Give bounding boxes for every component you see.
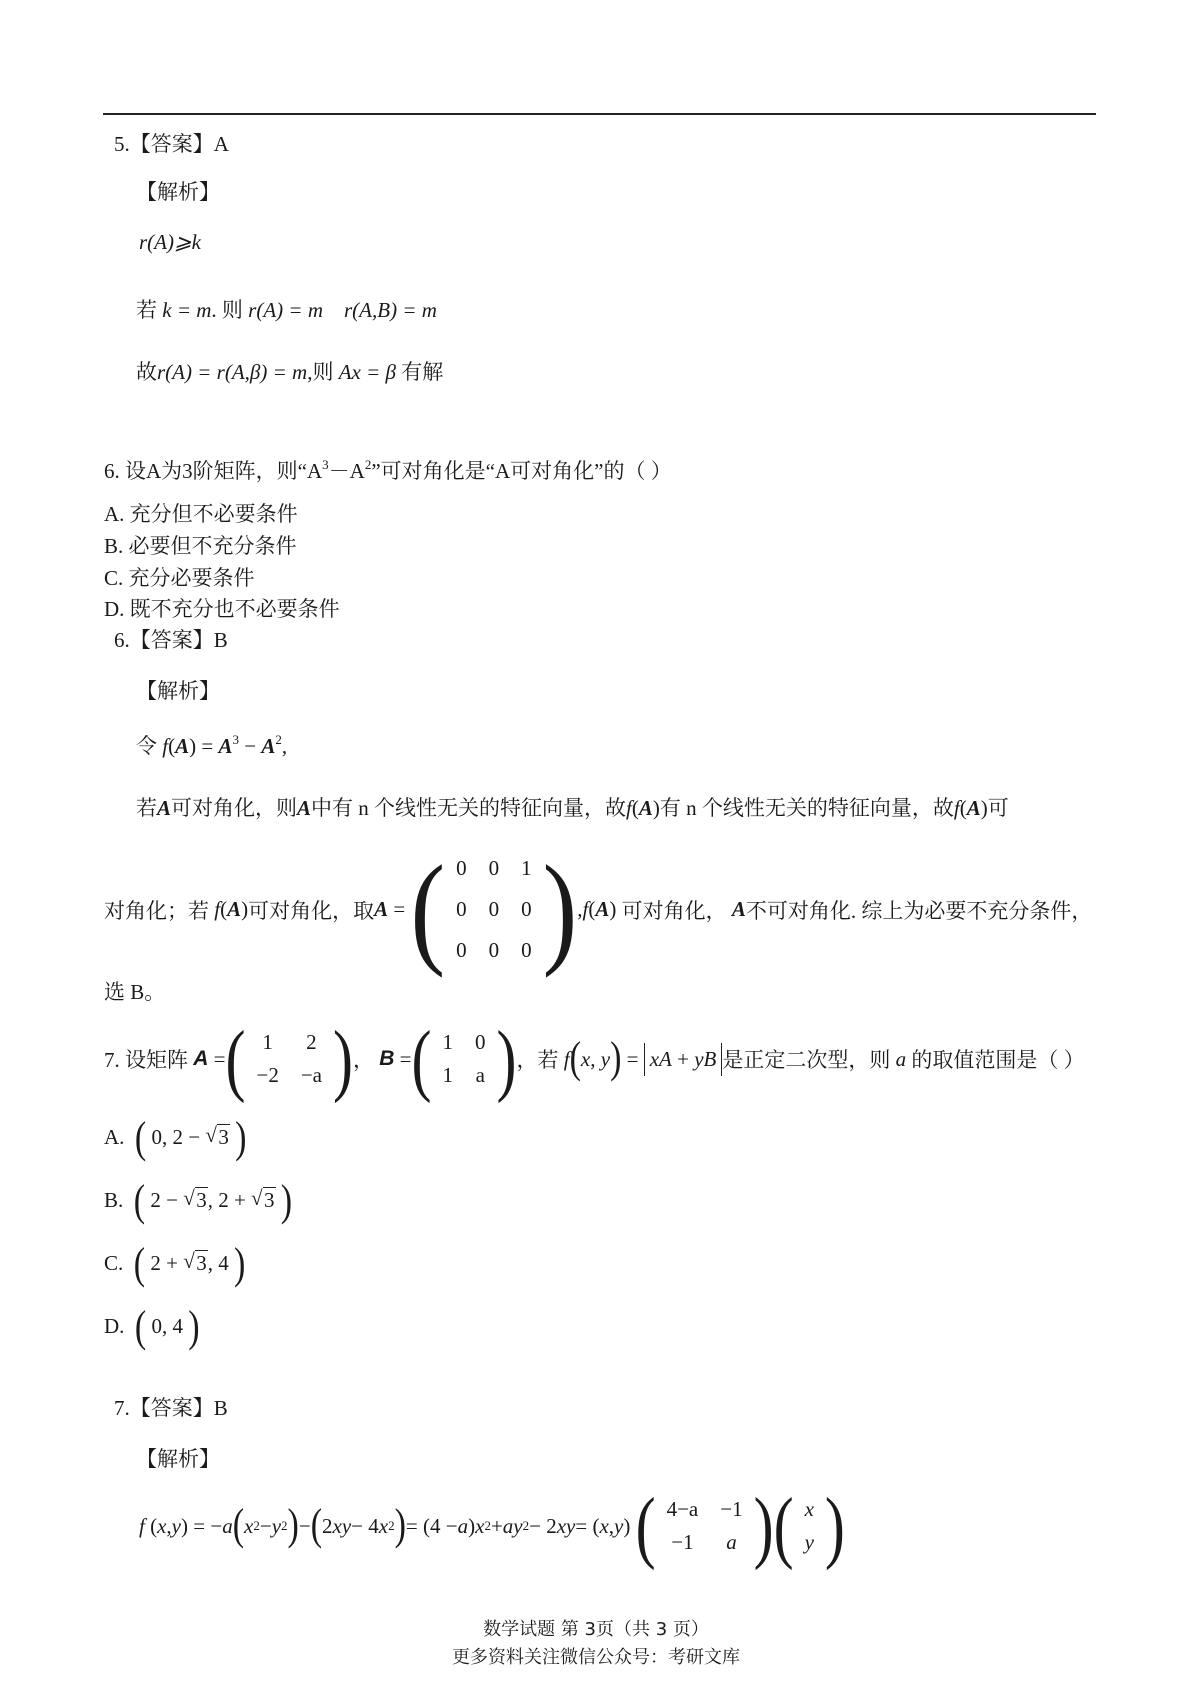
q6-para1: 若A可对角化，则A中有 n 个线性无关的特征向量，故f(A)有 n 个线性无关的特征向量，故f(A)可	[136, 796, 1009, 820]
matrix-b: ( 1 0 1 a )	[411, 1014, 517, 1104]
q6-analysis-label: 【解析】	[136, 679, 220, 703]
q5-answer-label: 5.【答案】A	[114, 132, 229, 156]
q7-answer-label: 7.【答案】B	[114, 1396, 228, 1420]
q7-formula: f ( x , y ) = − a ( x 2 − y 2 ) − ( 2 xy − 4 x 2 ) = (4 − a ) x 2 + ay 2 − 2 xy = ( x , y ) ( 4−a −1 −1 a ) ( x y )	[139, 1481, 845, 1571]
q6-option-d: D. 既不充分也不必要条件	[104, 597, 340, 621]
quadratic-matrix: ( 4−a −1 −1 a )	[635, 1481, 774, 1571]
q7-option-b: B. ( 2 − √ 3, 2 + √ 3 )	[104, 1183, 292, 1221]
q6-option-c: C. 充分必要条件	[104, 566, 255, 590]
q7-option-c: C. ( 2 + √ 3, 4 )	[104, 1246, 245, 1284]
header-rule	[103, 113, 1096, 115]
q6-option-b: B. 必要但不充分条件	[104, 534, 297, 558]
q6-para2: 对角化；若 f ( A ) 可对角化，取 A = ( 0 0 1 0 0 0 0 0 0 ) , f ( A ) 可对角化， A 不可对角化. 综上为必要不充分条件，	[104, 839, 1093, 978]
xy-vector: ( x y )	[773, 1481, 845, 1571]
q7-stem: 7. 设矩阵 A = ( 1 2 −2 −a ) ， B = ( 1 0 1 a ) ，若 f ( x, y ) = xA + yB 是正定二次型，则 a 的取值范围是（ ）	[104, 1014, 1085, 1104]
footer-promo: 更多资料关注微信公众号：考研文库	[452, 1647, 740, 1668]
q7-analysis-label: 【解析】	[136, 1447, 220, 1471]
matrix-a: ( 1 2 −2 −a )	[225, 1014, 353, 1104]
q7-option-a: A. ( 0, 2 − √ 3 )	[104, 1120, 246, 1158]
q6-let-line: 令 $f(A) = A^3 - A^2$,	[136, 732, 288, 758]
q5-line2: 若 k = m. 则 r(A) = m r(A,B) = m	[136, 298, 437, 322]
q7-option-d: D. ( 0, 4 )	[104, 1303, 200, 1352]
q5-analysis-label: 【解析】	[136, 180, 220, 204]
q6-stem: 6. 设A为3阶矩阵，则“$A^3-A^2$”可对角化是“A可对角化”的（ ）	[104, 457, 672, 483]
q5-line1: r(A)⩾k	[139, 230, 201, 254]
footer-page-info: 数学试题 第 3页（共 3 页）	[483, 1619, 709, 1640]
q5-line3: 故r(A) = r(A,β) = m,则 Ax = β 有解	[136, 360, 444, 384]
q6-answer-label: 6.【答案】B	[114, 628, 228, 652]
q6-conclusion: 选 B。	[104, 980, 166, 1004]
example-matrix: ( 0 0 1 0 0 0 0 0 0 )	[410, 839, 578, 978]
q6-option-a: A. 充分但不必要条件	[104, 502, 298, 526]
